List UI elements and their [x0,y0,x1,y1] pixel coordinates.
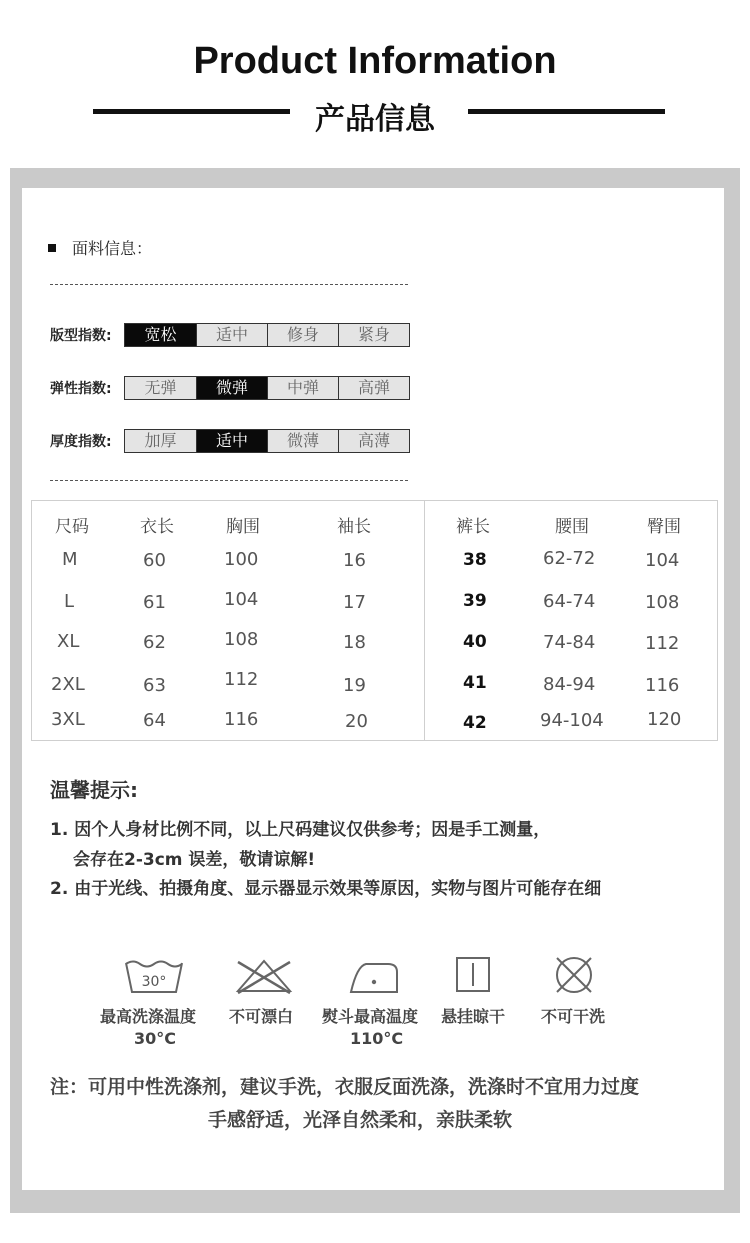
hang-dry-icon [455,956,491,994]
care-label-dryclean: 不可干洗 [541,1007,606,1026]
size-cell: 108 [645,592,680,613]
fabric-info-label: 面料信息： [72,239,153,258]
size-cell: 2XL [51,674,85,695]
index-option: 微薄 [267,430,338,452]
note-line-2: 手感舒适，光泽自然柔和，亲肤柔软 [208,1109,513,1131]
size-cell: 42 [463,713,487,733]
size-cell: 116 [645,675,680,696]
size-cell: 112 [645,633,680,654]
size-cell: 112 [224,669,259,690]
size-cell: 64-74 [543,591,596,612]
index-option-selected: 宽松 [125,324,196,346]
care-sub-iron: 110°C [350,1029,404,1048]
index-option-selected: 微弹 [196,377,267,399]
size-cell: XL [57,631,80,652]
size-table [31,500,718,741]
size-table-divider [424,500,425,741]
size-cell: 61 [143,592,166,613]
care-label-wash: 最高洗涤温度 [100,1007,197,1026]
index-option: 修身 [267,324,338,346]
care-sub-wash: 30°C [134,1029,177,1048]
size-cell: 120 [647,709,682,730]
dashed-divider [50,284,408,285]
care-label-hang: 悬挂晾干 [441,1007,506,1026]
index-row-thickness [50,429,410,453]
title-chinese: 产品信息 [315,102,435,137]
title-divider-right [468,109,665,114]
index-label: 版型指数: [50,328,112,344]
title-divider-left [93,109,290,114]
size-header: 袖长 [337,517,371,537]
size-cell: 116 [224,709,259,730]
size-header: 衣长 [140,517,174,537]
note-line-1: 注：可用中性洗涤剂，建议手洗，衣服反面洗涤，洗涤时不宜用力过度 [50,1076,640,1098]
size-cell: 3XL [51,709,85,730]
no-bleach-icon [234,958,294,996]
size-cell: 17 [343,592,366,613]
care-label-iron: 熨斗最高温度 [322,1007,419,1026]
size-cell: 63 [143,675,166,696]
index-option: 中弹 [267,377,338,399]
index-scale [124,376,410,400]
size-cell: 94-104 [540,710,604,731]
tip-line-2: 2. 由于光线、拍摄角度、显示器显示效果等原因，实物与图片可能存在细 [50,879,602,899]
size-cell: 108 [224,629,259,650]
size-cell: 41 [463,673,487,693]
size-cell: 100 [224,549,259,570]
index-scale [124,429,410,453]
size-cell: 19 [343,675,366,696]
fabric-info-title [48,236,152,259]
size-cell: 39 [463,591,487,611]
size-header: 裤长 [456,517,490,537]
no-dry-clean-icon [553,955,595,995]
index-row-fit [50,323,410,347]
index-label: 厚度指数: [50,434,112,450]
wash-temperature-text: 30° [141,974,167,990]
size-cell: 38 [463,550,487,570]
size-cell: L [64,591,75,612]
wash-30-icon [124,958,184,996]
care-label-bleach: 不可漂白 [229,1007,294,1026]
index-option: 高弹 [338,377,409,399]
index-option-selected: 适中 [196,430,267,452]
dashed-divider [50,480,408,481]
size-cell: 84-94 [543,674,596,695]
size-header: 胸围 [226,517,260,537]
index-label: 弹性指数: [50,381,112,397]
size-header: 臀围 [647,517,681,537]
size-cell: 62-72 [543,548,596,569]
title-english: Product Information [193,40,557,82]
size-cell: 60 [143,550,166,571]
index-option: 紧身 [338,324,409,346]
size-cell: 104 [645,550,680,571]
size-cell: 16 [343,550,366,571]
index-option: 加厚 [125,430,196,452]
index-option: 适中 [196,324,267,346]
index-option: 高薄 [338,430,409,452]
iron-icon [348,958,400,996]
page-header [0,0,750,168]
size-cell: 40 [463,632,487,652]
size-cell: 74-84 [543,632,596,653]
tip-line-1b: 会存在2-3cm 误差，敬请谅解! [73,850,316,870]
size-cell: 64 [143,710,166,731]
size-header: 腰围 [555,517,589,537]
size-cell: 104 [224,589,259,610]
size-cell: M [62,549,78,570]
size-cell: 18 [343,632,366,653]
size-cell: 62 [143,632,166,653]
index-scale [124,323,410,347]
tip-line-1: 1. 因个人身材比例不同，以上尺码建议仅供参考；因是手工测量， [50,820,551,840]
tips-title: 温馨提示: [50,778,138,802]
square-bullet-icon [48,244,56,252]
size-header: 尺码 [55,517,89,537]
size-cell: 20 [345,711,368,732]
index-option: 无弹 [125,377,196,399]
index-row-elasticity [50,376,410,400]
